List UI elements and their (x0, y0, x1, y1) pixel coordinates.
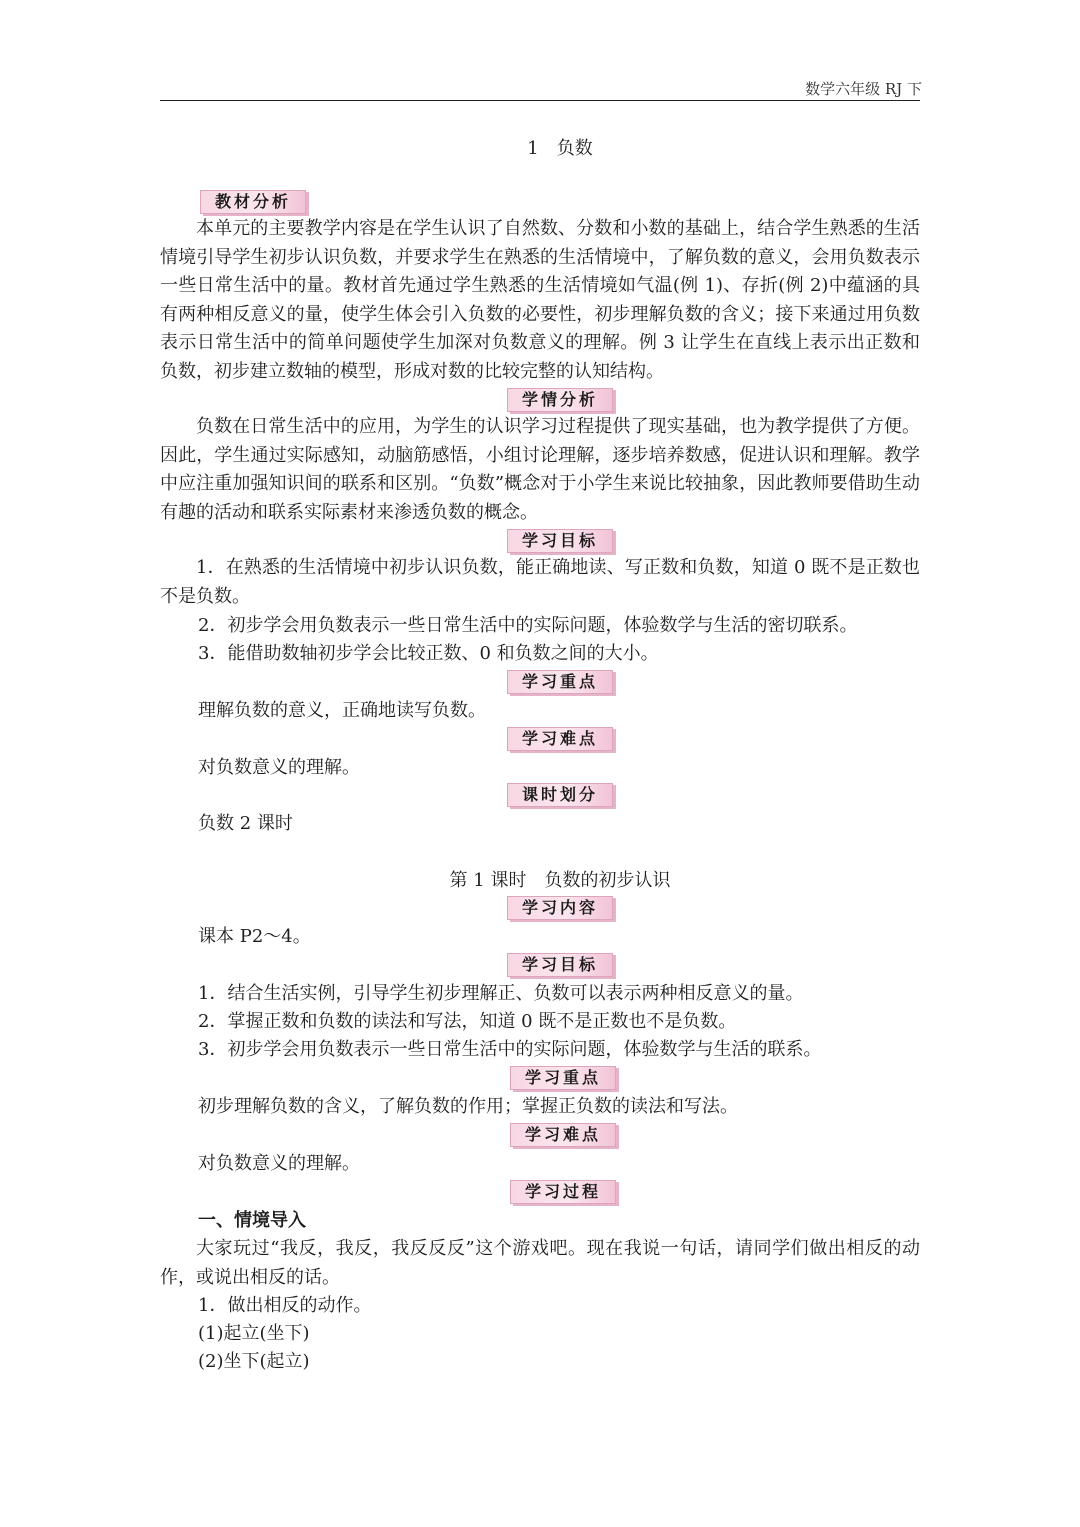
lesson-difficulty-text: 对负数意义的理解。 (198, 1153, 360, 1174)
lesson-goal-2: 2．掌握正数和负数的读法和写法，知道 0 既不是正数也不是负数。 (198, 1011, 737, 1032)
label-lesson-difficulty: 学习难点 (510, 1123, 616, 1147)
lesson-goal-1: 1．结合生活实例，引导学生初步理解正、负数可以表示两种相反意义的量。 (198, 983, 804, 1004)
unit-key-text: 理解负数的意义，正确地读写负数。 (198, 700, 486, 721)
label-unit-goals: 学习目标 (507, 529, 613, 553)
label-lesson-content: 学习内容 (507, 896, 613, 920)
label-class-hours: 课时划分 (507, 783, 613, 807)
lesson-key-text: 初步理解负数的含义，了解负数的作用；掌握正负数的读法和写法。 (198, 1096, 738, 1117)
unit-goal-3: 3．能借助数轴初步学会比较正数、0 和负数之间的大小。 (198, 643, 659, 664)
page-header: 数学六年级 RJ 下 (805, 80, 922, 98)
learner-analysis-paragraph: 负数在日常生活中的应用，为学生的认识学习过程提供了现实基础，也为教学提供了方便。因此，学生通过实际感知，动脑筋感悟，小组讨论理解，逐步培养数感，促进认识和理解。教学中应注重加强知识间的联系和区别。“负数”概念对于小学生来说比较抽象，因此教师要借助生动有趣的活动和联系实际素材来渗透负数的概念。 (160, 416, 920, 523)
label-lesson-key: 学习重点 (510, 1066, 616, 1090)
process-item-1: (1)起立(坐下) (198, 1323, 310, 1344)
label-learning-process: 学习过程 (510, 1180, 616, 1204)
lesson-goal-3: 3．初步学会用负数表示一些日常生活中的实际问题，体验数学与生活的联系。 (198, 1039, 822, 1060)
label-textbook-analysis: 教材分析 (200, 190, 306, 214)
unit-difficulty-text: 对负数意义的理解。 (198, 757, 360, 778)
class-hours-text: 负数 2 课时 (198, 813, 293, 834)
unit-goal-2: 2．初步学会用负数表示一些日常生活中的实际问题，体验数学与生活的密切联系。 (198, 615, 858, 636)
label-lesson-goals: 学习目标 (507, 953, 613, 977)
textbook-analysis-paragraph: 本单元的主要教学内容是在学生认识了自然数、分数和小数的基础上，结合学生熟悉的生活情境引导学生初步认识负数，并要求学生在熟悉的生活情境中，了解负数的意义，会用负数表示一些日常生活中的量。教材首先通过学生熟悉的生活情境如气温(例 1)、存折(例 2)中蕴涵的具有两种相反意义的量，使学生体会引入负数的必要性，初步理解负数的含义；接下来通过用负数表示日常生活中的简单问题使学生加深对负数意义的理解。例 3 让学生在直线上表示出正数和负数，初步建立数轴的模型，形成对数的比较完整的认知结构。 (160, 218, 920, 382)
process-heading: 一、情境导入 (198, 1210, 306, 1231)
lesson-content-text: 课本 P2～4。 (198, 926, 311, 947)
unit-goal-1: 1．在熟悉的生活情境中初步认识负数，能正确地读、写正数和负数，知道 0 既不是正数也不是负数。 (160, 557, 920, 607)
label-learner-analysis: 学情分析 (507, 388, 613, 412)
process-item-2: (2)坐下(起立) (198, 1351, 310, 1372)
section-title: 1 负数 (527, 138, 593, 159)
label-unit-difficulty: 学习难点 (507, 727, 613, 751)
process-step-1: 1．做出相反的动作。 (198, 1295, 372, 1316)
lesson-title: 第 1 课时 负数的初步认识 (449, 870, 671, 891)
label-unit-key: 学习重点 (507, 670, 613, 694)
process-intro: 大家玩过“我反，我反，我反反反”这个游戏吧。现在我说一句话，请同学们做出相反的动作，或说出相反的话。 (160, 1238, 920, 1288)
header-divider (160, 100, 920, 101)
